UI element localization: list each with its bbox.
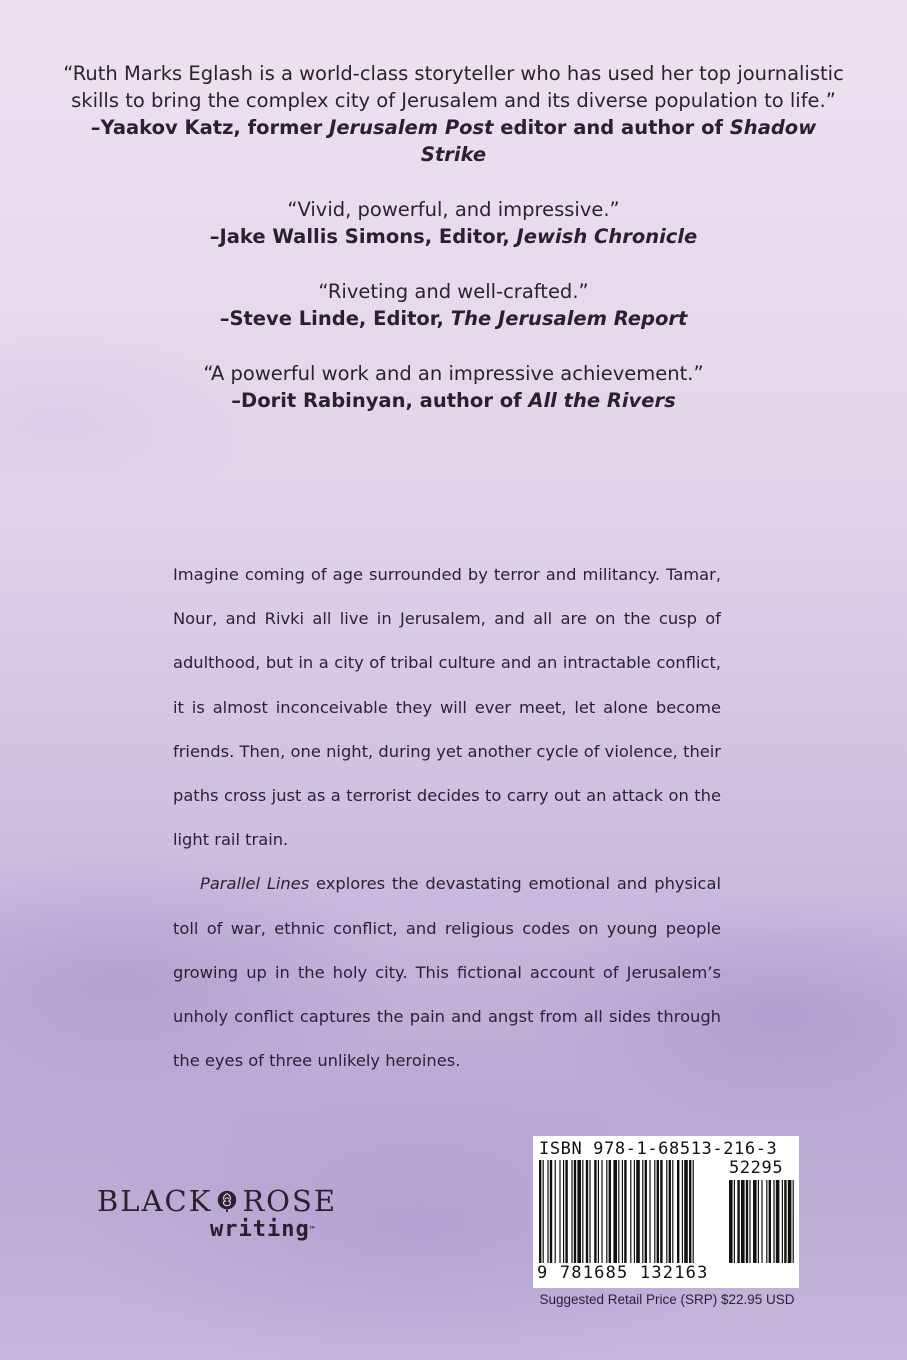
quote-attribution: –Jake Wallis Simons, Editor, Jewish Chronicle: [209, 225, 698, 248]
addon-bar: [773, 1180, 774, 1263]
barcode-bar: [571, 1160, 572, 1263]
barcode-bar: [550, 1160, 552, 1263]
barcode-bar: [539, 1160, 541, 1263]
barcode-bar: [613, 1160, 617, 1263]
barcode-bar: [677, 1160, 679, 1263]
quote-text: “Riveting and well-crafted.”: [318, 280, 589, 303]
ean-digits: 9 781685 132163: [537, 1263, 709, 1283]
barcode-bar: [618, 1160, 619, 1263]
addon-bar: [758, 1180, 759, 1263]
addon-bar: [788, 1180, 792, 1263]
barcode-bar: [622, 1160, 623, 1263]
barcode-bar: [642, 1160, 643, 1263]
barcode-bar: [682, 1160, 683, 1263]
barcode-bar: [563, 1160, 564, 1263]
addon-bar: [734, 1180, 735, 1263]
barcode-bar: [606, 1160, 607, 1263]
barcode-bar: [693, 1160, 694, 1263]
barcode-bar: [649, 1160, 650, 1263]
publisher-logo: [97, 1185, 337, 1243]
barcode-bar: [582, 1160, 583, 1263]
barcode-bar: [666, 1160, 667, 1263]
barcode-bar: [654, 1160, 655, 1263]
barcode-bar: [543, 1160, 544, 1263]
addon-bar: [782, 1180, 783, 1263]
endorsement-2: [60, 196, 847, 250]
barcode-bar: [624, 1160, 626, 1263]
addon-bar: [769, 1180, 771, 1263]
barcode-bar: [601, 1160, 602, 1263]
barcode-bar: [634, 1160, 635, 1263]
addon-bar: [749, 1180, 750, 1263]
barcode-bar: [684, 1160, 688, 1263]
barcode-bar: [555, 1160, 556, 1263]
quote-text: “Ruth Marks Eglash is a world-class storyteller who has used her top journalistic skills to bring the complex city of Jerusalem and its diverse population to life.”: [63, 62, 844, 112]
addon-bar: [761, 1180, 762, 1263]
addon-bar: [741, 1180, 745, 1263]
addon-bar: [784, 1180, 786, 1263]
isbn-label: ISBN 978-1-68513-216-3: [539, 1139, 778, 1159]
quote-attribution: –Dorit Rabinyan, author of All the Rivers: [231, 389, 676, 412]
barcode-bar: [609, 1160, 611, 1263]
endorsement-3: [60, 278, 847, 332]
barcode-bar: [589, 1160, 590, 1263]
quote-attribution: –Yaakov Katz, former Jerusalem Post editor and author of Shadow Strike: [90, 116, 817, 166]
barcode-bar: [672, 1160, 673, 1263]
publisher-word-rose: ROSE: [242, 1184, 337, 1218]
barcode-bar: [630, 1160, 631, 1263]
publisher-word-writing: writing: [210, 1217, 310, 1242]
barcode-bar: [594, 1160, 596, 1263]
isbn-barcode: [533, 1136, 799, 1288]
addon-bar: [737, 1180, 739, 1263]
barcode-bar: [565, 1160, 567, 1263]
quote-text: “Vivid, powerful, and impressive.”: [287, 198, 620, 221]
description-paragraph-2: Parallel Lines explores the devastating emotional and physical toll of war, ethnic conflict, and religious codes on young people growing up in the holy city. This fictional account of Jerusalem’s unholy conflict captures the pain and angst from all sides through the eyes of three unlikely heroines.: [173, 874, 721, 1071]
description-paragraph-1: Imagine coming of age surrounded by terror and militancy. Tamar, Nour, and Rivki all live in Jerusalem, and all are on the cusp of adulthood, but in a city of tribal culture and an intractable conflict, it is almost inconceivable they will ever meet, let alone become friends. Then, one night, during yet another cycle of violence, their paths cross just as a terrorist decides to carry out an attack on the light rail train.: [173, 565, 721, 850]
barcode-bar: [636, 1160, 640, 1263]
barcode-bar: [586, 1160, 588, 1263]
barcode-bar: [547, 1160, 548, 1263]
suggested-retail-price: Suggested Retail Price (SRP) $22.95 USD: [539, 1292, 795, 1307]
endorsement-1: [60, 60, 847, 168]
endorsement-4: [60, 360, 847, 414]
quote-attribution: –Steve Linde, Editor, The Jerusalem Report: [219, 307, 688, 330]
addon-bar: [766, 1180, 767, 1263]
rose-icon: [215, 1188, 239, 1214]
barcode-bar: [657, 1160, 659, 1263]
addon-bar: [793, 1180, 794, 1263]
book-description: [173, 553, 721, 1083]
price-addon-code: 52295: [729, 1158, 784, 1178]
barcode-bar: [598, 1160, 599, 1263]
barcode-bar: [574, 1160, 576, 1263]
quote-text: “A powerful work and an impressive achievement.”: [203, 362, 704, 385]
barcode-bar: [577, 1160, 581, 1263]
addon-bar: [753, 1180, 757, 1263]
addon-bar: [729, 1180, 733, 1263]
publisher-word-black: BLACK: [97, 1184, 213, 1218]
barcode-bar: [559, 1160, 560, 1263]
trademark-symbol: ™: [309, 1225, 316, 1234]
book-title: Parallel Lines: [200, 874, 310, 894]
barcode-bar: [660, 1160, 662, 1263]
barcode-bar: [645, 1160, 647, 1263]
barcode-bar: [669, 1160, 671, 1263]
endorsements: [60, 60, 847, 442]
barcode-bar: [689, 1160, 691, 1263]
addon-bar: [776, 1180, 780, 1263]
addon-bar: [746, 1180, 748, 1263]
